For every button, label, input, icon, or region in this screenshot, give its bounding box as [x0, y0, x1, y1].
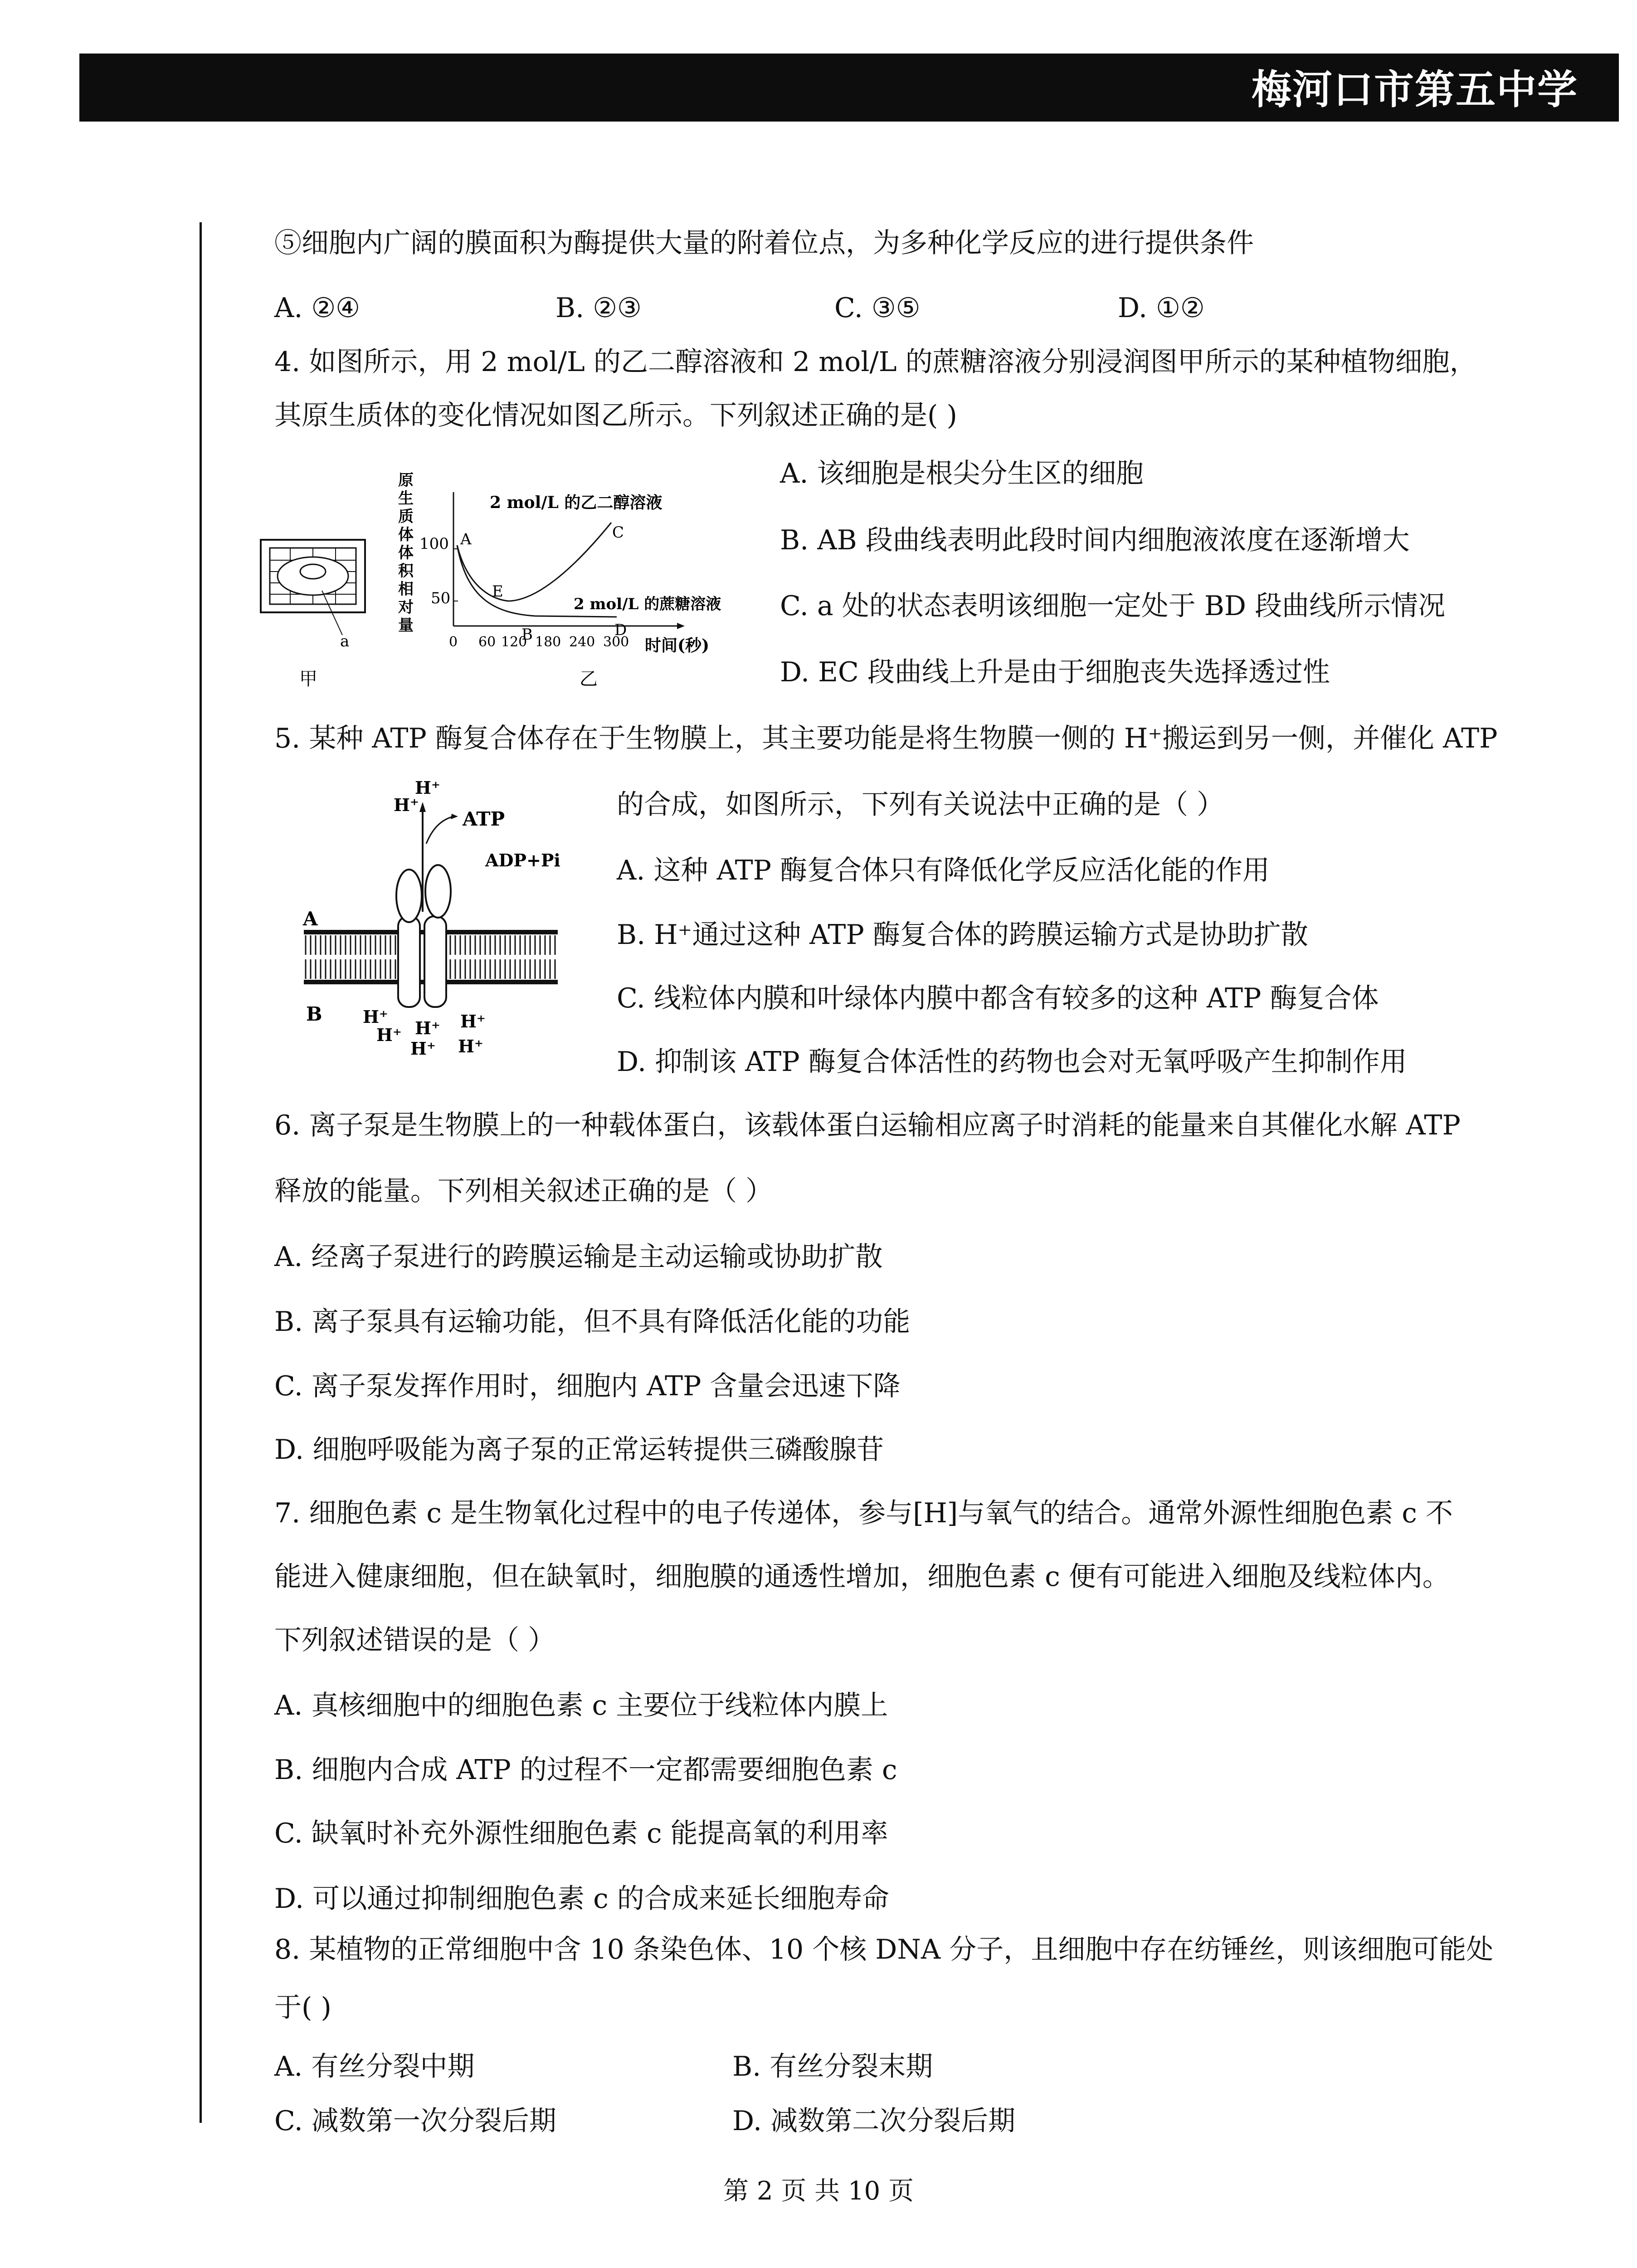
q6-stem-line1: 6. 离子泵是生物膜上的一种载体蛋白，该载体蛋白运输相应离子时消耗的能量来自其催化水解 ATP: [274, 1110, 1461, 1141]
graph-figure-label: 乙: [580, 669, 598, 689]
atp-label: ATP: [463, 808, 505, 830]
svg-text:B: B: [521, 626, 533, 644]
graph-xlabel: 时间(秒): [645, 636, 710, 655]
q3-option-c: C. ③⑤: [834, 292, 921, 324]
svg-text:H⁺: H⁺: [415, 777, 440, 798]
q4-option-a: A. 该细胞是根尖分生区的细胞: [780, 458, 1144, 489]
svg-text:60: 60: [478, 634, 496, 650]
svg-text:原: 原: [398, 472, 414, 489]
membrane-diagram: [304, 802, 558, 1007]
graph-x-ticks: [449, 634, 629, 650]
q6-option-b: B. 离子泵具有运输功能，但不具有降低活化能的功能: [274, 1306, 911, 1338]
svg-text:50: 50: [431, 589, 451, 607]
q8-stem-line2: 于( ): [274, 1992, 331, 2024]
svg-text:体: 体: [398, 544, 414, 562]
svg-text:240: 240: [569, 634, 595, 650]
q5-stem-line1: 5. 某种 ATP 酶复合体存在于生物膜上，其主要功能是将生物膜一侧的 H⁺搬运到另一侧，并催化 ATP: [274, 723, 1498, 754]
svg-text:100: 100: [419, 535, 449, 553]
q7-option-c: C. 缺氧时补充外源性细胞色素 c 能提高氧的利用率: [274, 1818, 888, 1849]
q4-option-d: D. EC 段曲线上升是由于细胞丧失选择透过性: [780, 656, 1330, 688]
q6-option-d: D. 细胞呼吸能为离子泵的正常运转提供三磷酸腺苷: [274, 1434, 884, 1466]
q7-option-a: A. 真核细胞中的细胞色素 c 主要位于线粒体内膜上: [274, 1690, 888, 1721]
svg-text:120: 120: [501, 634, 527, 650]
school-name: 梅河口市第五中学: [1251, 66, 1578, 113]
q7-option-d: D. 可以通过抑制细胞色素 c 的合成来延长细胞寿命: [274, 1883, 889, 1915]
q7-stem-line1: 7. 细胞色素 c 是生物氧化过程中的电子传递体，参与[H]与氧气的结合。通常外源性细胞色素 c 不: [274, 1497, 1453, 1529]
q3-option-b: B. ②③: [555, 292, 642, 324]
q5-option-c: C. 线粒体内膜和叶绿体内膜中都含有较多的这种 ATP 酶复合体: [617, 982, 1379, 1014]
header-bar: [79, 54, 1619, 122]
svg-text:D: D: [614, 621, 627, 639]
graph-ylabel: [398, 472, 414, 635]
svg-text:相: 相: [398, 580, 414, 598]
cell-point-label: a: [340, 632, 350, 650]
q5-option-a: A. 这种 ATP 酶复合体只有降低化学反应活化能的作用: [617, 855, 1270, 886]
svg-text:A: A: [460, 530, 472, 548]
plant-cell-diagram: [261, 540, 365, 689]
svg-text:H⁺: H⁺: [458, 1036, 483, 1056]
q4-stem-line2: 其原生质体的变化情况如图乙所示。下列叙述正确的是( ): [274, 400, 957, 431]
q8-option-d: D. 减数第二次分裂后期: [732, 2105, 1016, 2137]
q5-option-d: D. 抑制该 ATP 酶复合体活性的药物也会对无氧呼吸产生抑制作用: [617, 1046, 1407, 1078]
svg-text:体: 体: [398, 526, 414, 544]
svg-text:C: C: [612, 523, 624, 542]
q3-item5: ⑤细胞内广阔的膜面积为酶提供大量的附着位点，为多种化学反应的进行提供条件: [274, 227, 1254, 259]
svg-text:H⁺: H⁺: [394, 795, 419, 815]
q5-option-b: B. H⁺通过这种 ATP 酶复合体的跨膜运输方式是协助扩散: [617, 919, 1308, 951]
svg-text:积: 积: [398, 562, 414, 580]
protoplast-volume-graph: [398, 472, 721, 689]
page-number: 第 2 页 共 10 页: [723, 2176, 914, 2206]
svg-text:对: 对: [398, 598, 414, 616]
q7-stem-line2: 能进入健康细胞，但在缺氧时，细胞膜的通透性增加，细胞色素 c 便有可能进入细胞及线粒体内。: [274, 1561, 1450, 1593]
q8-option-b: B. 有丝分裂末期: [732, 2051, 933, 2082]
svg-text:质: 质: [398, 508, 414, 526]
q5-stem-line2: 的合成，如图所示，下列有关说法中正确的是（ ）: [617, 789, 1224, 821]
svg-text:H⁺: H⁺: [363, 1007, 388, 1027]
svg-text:H⁺: H⁺: [460, 1011, 486, 1031]
q5-figure: [295, 776, 603, 1070]
q6-option-a: A. 经离子泵进行的跨膜运输是主动运输或协助扩散: [274, 1241, 883, 1273]
q4-option-b: B. AB 段曲线表明此段时间内细胞液浓度在逐渐增大: [780, 524, 1410, 556]
membrane-side-a: A: [303, 908, 318, 930]
q3-option-d: D. ①②: [1118, 292, 1205, 324]
q8-stem-line1: 8. 某植物的正常细胞中含 10 条染色体、10 个核 DNA 分子，且细胞中存在纺锤丝，则该细胞可能处: [274, 1934, 1494, 1965]
svg-text:H⁺: H⁺: [410, 1038, 436, 1059]
q3-option-a: A. ②④: [274, 292, 361, 324]
ethylene-glycol-curve: [457, 523, 611, 601]
svg-text:H⁺: H⁺: [376, 1025, 402, 1045]
q7-stem-line3: 下列叙述错误的是（ ）: [274, 1624, 555, 1656]
svg-text:量: 量: [398, 616, 414, 635]
q4-figure: [254, 472, 762, 699]
svg-text:生: 生: [398, 489, 414, 508]
svg-text:H⁺: H⁺: [415, 1018, 440, 1038]
binding-margin-line: [200, 222, 202, 2123]
q8-option-c: C. 减数第一次分裂后期: [274, 2105, 556, 2137]
q4-stem-line1: 4. 如图所示，用 2 mol/L 的乙二醇溶液和 2 mol/L 的蔗糖溶液分别浸润图甲所示的某种植物细胞，: [274, 346, 1477, 378]
cell-figure-label: 甲: [299, 669, 317, 689]
q6-option-c: C. 离子泵发挥作用时，细胞内 ATP 含量会迅速下降: [274, 1370, 901, 1402]
membrane-side-b: B: [306, 1003, 322, 1025]
curve2-label: 2 mol/L 的蔗糖溶液: [574, 595, 721, 613]
q4-option-c: C. a 处的状态表明该细胞一定处于 BD 段曲线所示情况: [780, 590, 1446, 622]
adp-pi-label: ADP+Pi: [485, 850, 560, 870]
svg-text:180: 180: [535, 634, 561, 650]
curve1-label: 2 mol/L 的乙二醇溶液: [490, 493, 663, 512]
svg-text:300: 300: [603, 634, 629, 650]
svg-text:0: 0: [449, 634, 458, 650]
q6-stem-line2: 释放的能量。下列相关叙述正确的是（ ）: [274, 1175, 773, 1207]
svg-text:E: E: [492, 582, 503, 601]
q7-option-b: B. 细胞内合成 ATP 的过程不一定都需要细胞色素 c: [274, 1754, 897, 1786]
q8-option-a: A. 有丝分裂中期: [274, 2051, 475, 2082]
